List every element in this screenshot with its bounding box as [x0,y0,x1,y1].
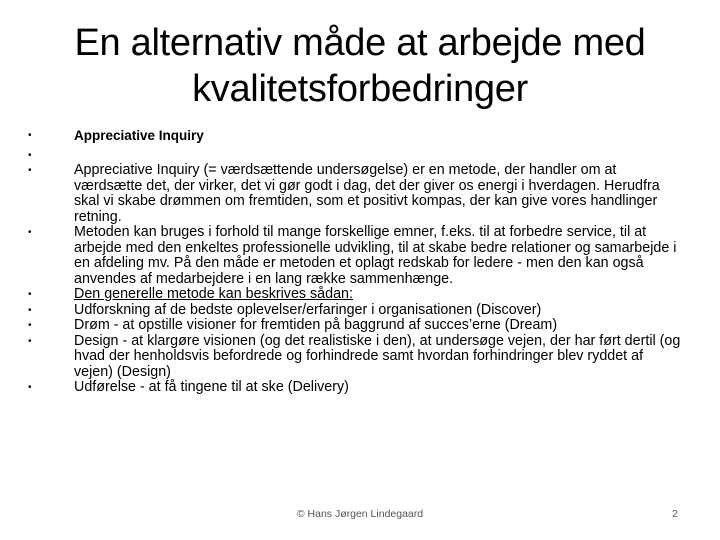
bullet-item-6 [24,303,684,319]
bullet-marker: • [28,227,32,238]
bullet-text-empty [74,148,684,160]
bullet-marker: • [28,382,32,393]
bullet-marker: • [28,320,32,331]
bullet-text-delivery: Udførelse - at få tingene til at ske (Delivery) [74,379,349,395]
bullet-text-method: Den generelle metode kan beskrives sådan: [74,286,353,302]
bullet-item-1 [24,128,684,148]
bullet-marker: • [28,289,32,300]
slide-title-line-1: En alternativ måde at arbejde med [74,22,646,64]
page-number: 2 [672,508,678,520]
bullet-item-2 [24,148,684,164]
bullet-item-8 [24,334,684,381]
bullet-text-heading: Appreciative Inquiry [74,128,204,143]
bullet-text-discover: Udforskning af de bedste oplevelser/erfaringer i organisationen (Discover) [74,301,542,318]
slide-title-line-2: kvalitetsforbedringer [192,68,528,110]
bullet-text-dream: Drøm - at opstille visioner for fremtiden på baggrund af succes’erne (Dream) [74,317,558,333]
bullet-item-4 [24,225,684,287]
bullet-item-9 [24,380,684,396]
bullet-text-usage: Metoden kan bruges i forhold til mange forskellige emner, f.eks. til at forbedre service, til at arbejde med den enkeltes professionelle udvikling, til at skabe bedre relationer og samarbejde i en afdeling mv. På den måde er metoden et oplagt redskab for ledere - men den kan også anvendes af medarbejdere i en lang række sammenhænge. [74,224,677,287]
bullet-marker: • [28,304,32,316]
bullet-marker: • [28,165,32,176]
bullet-text-design: Design - at klargøre visionen (og det realistiske i den), at undersøge vejen, der har ført dertil (og hvad der henholdsvis befordrede og forhindrede samt hvordan forhindringer blev ryddet af vejen) (Design) [74,332,681,380]
bullet-item-5 [24,287,684,303]
bullet-list [24,128,684,396]
bullet-marker: • [28,130,32,141]
slide-footer: © Hans Jørgen Lindegaard [296,508,424,520]
bullet-text-definition: Appreciative Inquiry (= værdsættende undersøgelse) er en metode, der handler om at værdsætte det, der virker, det vi gør godt i dag, det der giver os energi i hverdagen. Herudfra skal vi skabe drømmen om fremtiden, som et positivt kompas, der kan give vores handlinger retning. [74,162,660,225]
bullet-marker: • [28,335,32,347]
bullet-item-7 [24,318,684,334]
slide-title [40,20,680,112]
bullet-item-3 [24,163,684,225]
bullet-marker: • [28,149,32,161]
